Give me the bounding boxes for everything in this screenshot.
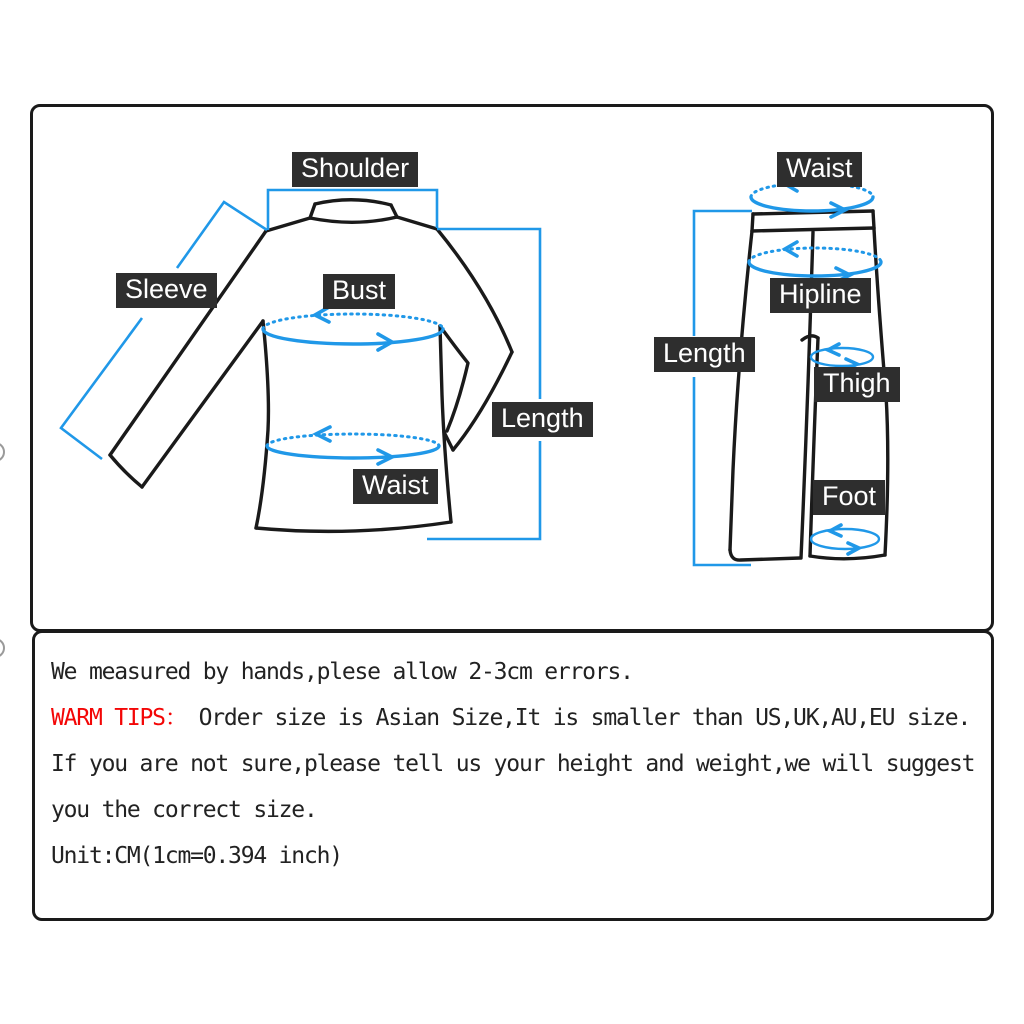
note-suggest-2: you the correct size.: [51, 797, 317, 823]
label-pants-hipline: Hipline: [770, 278, 871, 313]
label-pants-thigh: Thigh: [814, 367, 900, 402]
note-suggest-1: If you are not sure,please tell us your height and weight,we will suggest: [51, 751, 975, 777]
label-pants-waist: Waist: [777, 152, 862, 187]
label-shirt-shoulder: Shoulder: [292, 152, 418, 187]
note-warm-tips: [51, 695, 981, 741]
label-shirt-bust: Bust: [323, 274, 395, 309]
warm-tips-label: WARM TIPS：: [51, 705, 187, 731]
label-shirt-length: Length: [492, 402, 593, 437]
note-unit: Unit:CM(1cm=0.394 inch): [51, 843, 342, 869]
label-pants-length: Length: [654, 337, 755, 372]
label-shirt-sleeve: Sleeve: [116, 273, 217, 308]
edge-artifacts: [0, 443, 4, 657]
warm-tips-text: Order size is Asian Size,It is smaller than US,UK,AU,EU size.: [198, 705, 971, 731]
note-measure-tolerance: We measured by hands,plese allow 2-3cm errors.: [51, 659, 633, 685]
label-shirt-waist: Waist: [353, 469, 438, 504]
label-pants-foot: Foot: [813, 480, 885, 515]
notes-panel: [32, 630, 994, 921]
